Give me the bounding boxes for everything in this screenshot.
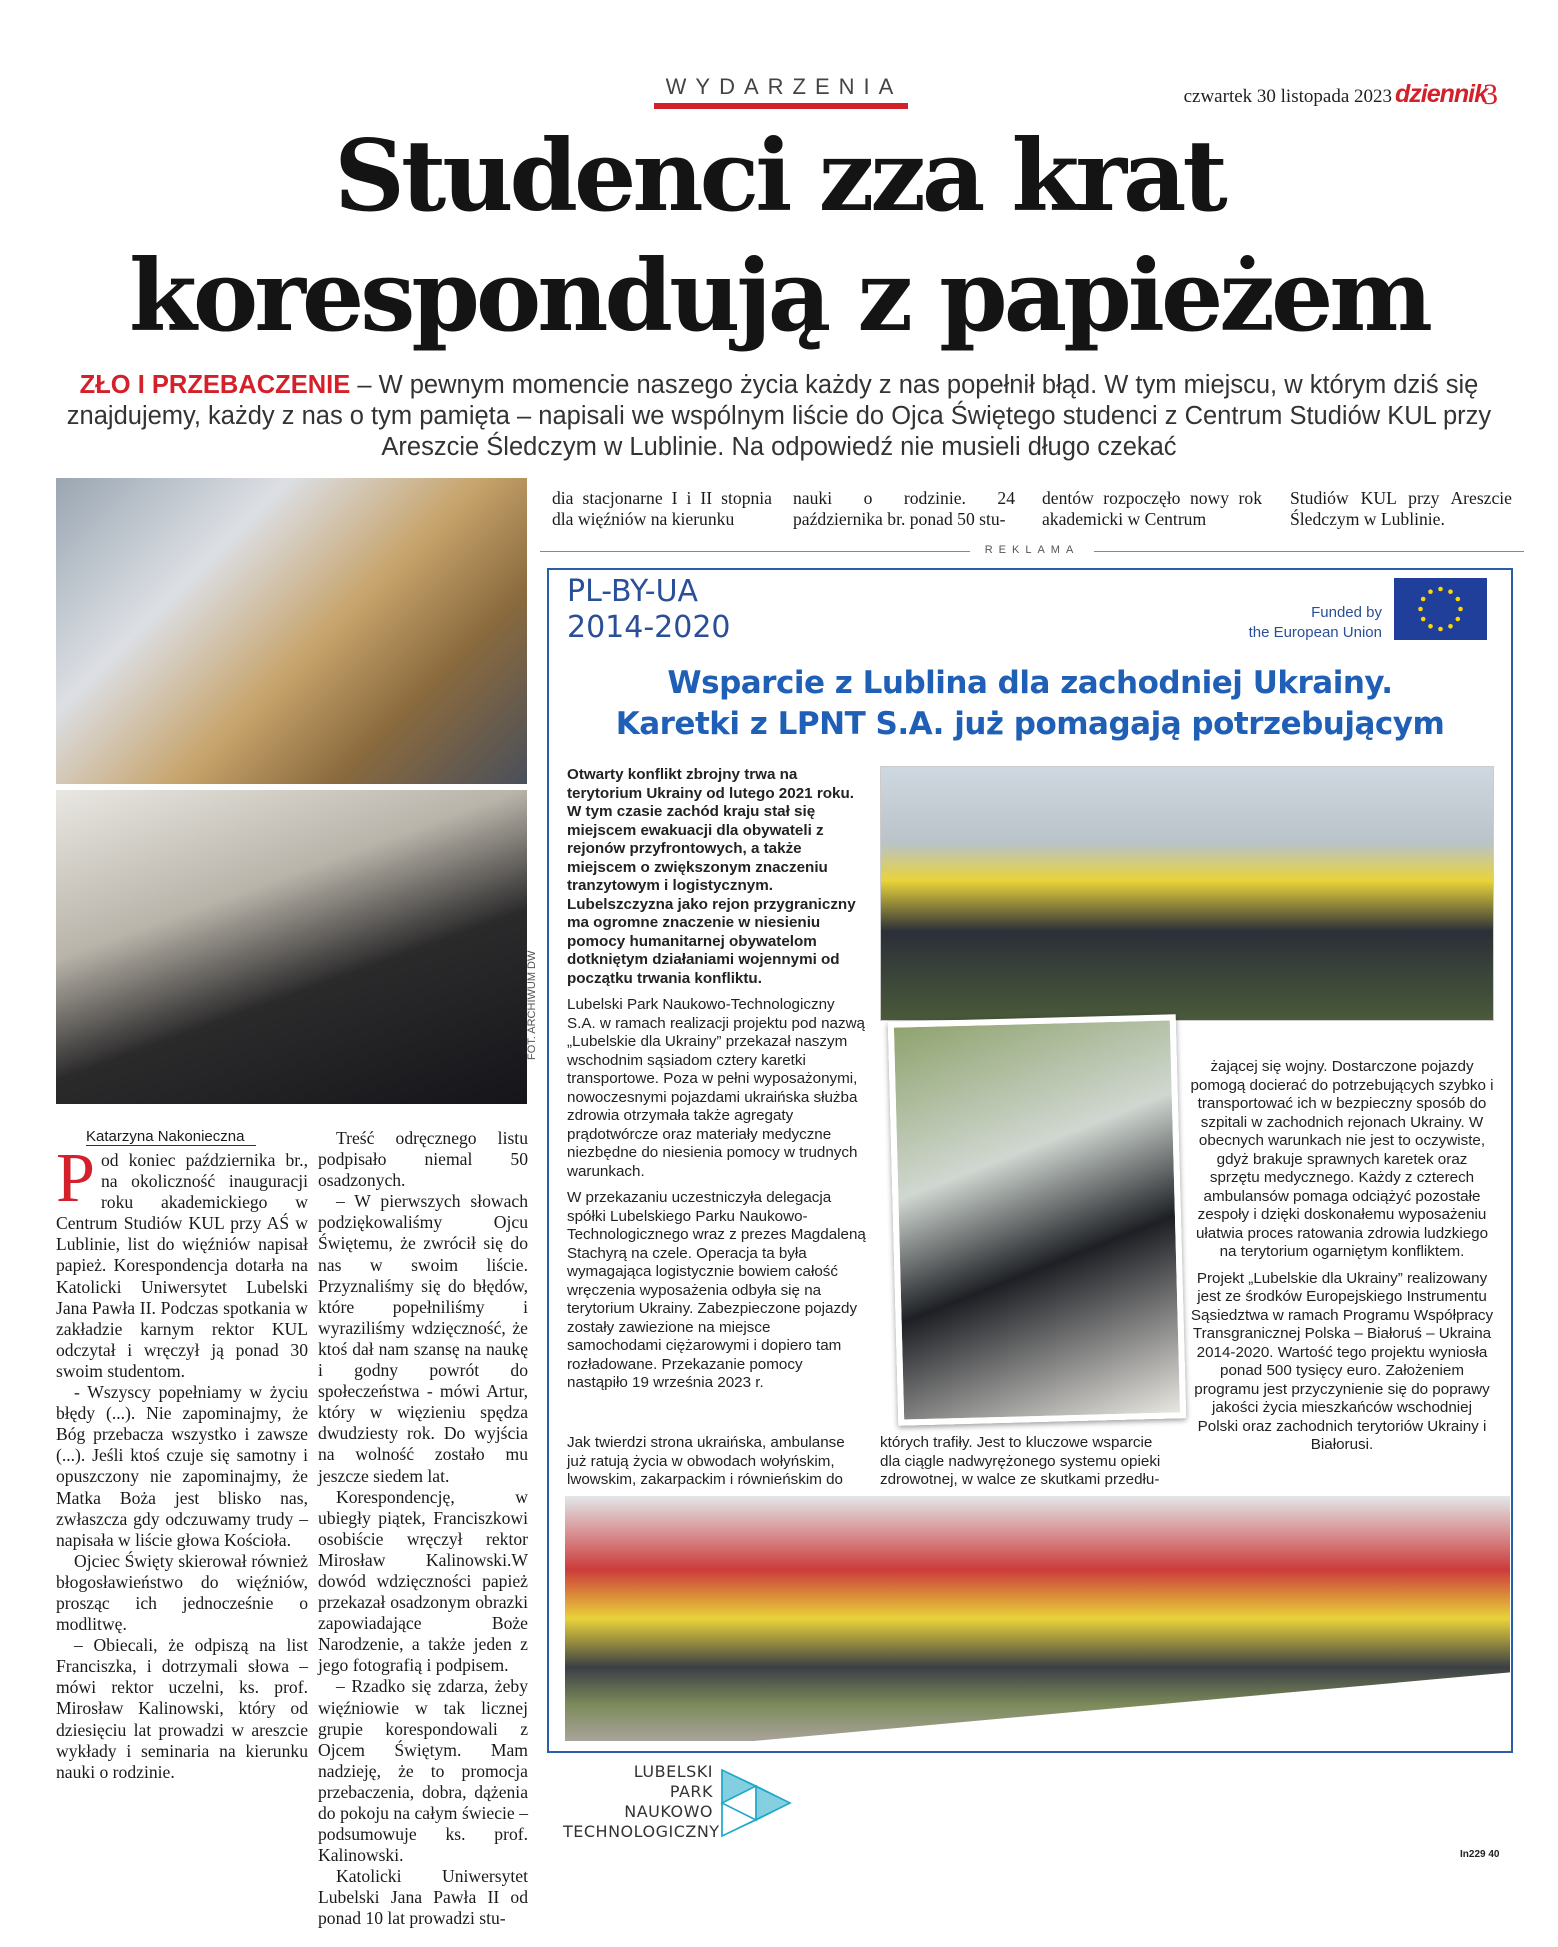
- logo-line: PARK: [669, 1782, 713, 1801]
- ad-column-1: [567, 766, 867, 1401]
- funded-by-text: [1205, 603, 1382, 643]
- ad-paragraph: Lubelski Park Naukowo-Technologiczny S.A. w ramach realizacji projektu pod nazwą „Lubelskie dla Ukrainy” przekazał naszym wschodnim sąsiadom cztery karetki transportowe. Poza w pełni wyposażonymi, nowoczesnymi pojazdami ukraińska służba zdrowia otrzymała także agregaty prądotwórcze oraz materiały medyczne niezbędne do niesienia pomocy w trudnych warunkach.: [567, 996, 865, 1180]
- ad-footer-column-2: których trafiły. Jest to kluczowe wsparcie dla ciągle nadwyrężonego systemu opieki zdrowotnej, w walce ze skutkami przedłu-: [880, 1434, 1161, 1488]
- paragraph: Korespondencję, w ubiegły piątek, Franciszkowi osobiście wręczył rektor Mirosław Kalinowski.W dowód wdzięczności papież przekazał osadzonym obrazki zapowiadające Boże Narodzenie, a także jeden z jego fotografią i podpisem.: [318, 1486, 528, 1676]
- ad-label-rule-right: [1094, 551, 1524, 552]
- logo-line: TECHNOLOGICZNY: [563, 1822, 720, 1841]
- photo-students-caps: [56, 478, 527, 784]
- newspaper-logo[interactable]: dziennik: [1395, 80, 1488, 108]
- photo-pope-letter-meeting: [56, 790, 527, 1104]
- continuation-column-1: dia stacjonarne I i II stopnia dla więźniów na kierunku: [552, 488, 772, 529]
- article-lead: [60, 370, 1498, 463]
- continuation-column-2: nauki o rodzinie. 24 października br. ponad 50 stu-: [793, 488, 1015, 529]
- lead-kicker: ZŁO I PRZEBACZENIE: [79, 371, 351, 399]
- paragraph: – Obiecali, że odpiszą na list Franciszka, i dotrzymali słowa – mówi rektor uczelni, ks. prof. Mirosław Kalinowski, który od dziesięciu lat prowadzi w areszcie wykłady i seminaria na kierunku nauki o rodzinie.: [56, 1635, 308, 1782]
- ad-code: In229 40: [1460, 1849, 1500, 1860]
- photo-signing-documents: [888, 1014, 1186, 1425]
- section-underline: [654, 103, 908, 109]
- paragraph: - Wszyscy popełniamy w życiu błędy (...). Nie zapominajmy, że Bóg przebacza wszystko i zawsze (...). Jeśli ktoś czuje się samotny i opuszczony nie zapominajmy, że Matka Boża jest blisko nas, zwłaszcza gdy odczuwamy trudy – napisała w liście głowa Kościoła.: [56, 1382, 308, 1550]
- logo-line: NAUKOWO: [624, 1802, 713, 1821]
- ad-label-rule-left: [540, 551, 970, 552]
- paragraph: Treść odręcznego listu podpisało niemal 50 osadzonych.: [318, 1128, 528, 1191]
- headline-line-2: korespondują z papieżem: [128, 239, 1429, 354]
- logo-line: LUBELSKI: [633, 1762, 713, 1781]
- ad-paragraph: W przekazaniu uczestniczyła delegacja spółki Lubelskiego Parku Naukowo-Technologicznego wraz z prezes Magdaleną Stachyrą na czele. Operacja ta była wymagająca logistycznie bowiem całość wręczenia wyposażenia odbyła się na terytorium Ukrainy. Zabezpieczone pojazdy zostały zawiezione na miejsce samochodami ciężarowymi i dopiero tam rozładowane. Przekazanie pomocy nastąpiło 19 września 2023 r.: [567, 1189, 866, 1391]
- ad-label: [540, 544, 1524, 558]
- dropcap: P: [56, 1140, 95, 1217]
- program-name: [567, 574, 731, 646]
- ad-label-text: REKLAMA: [970, 544, 1094, 556]
- ad-paragraph: Projekt „Lubelskie dla Ukrainy” realizowany jest ze środków Europejskiego Instrumentu Sąsiedztwa w ramach Programu Współpracy Transgranicznej Polska – Białoruś – Ukraina 2014-2020. Wartość tego projektu wyniosła ponad 500 tysięcy euro. Założeniem programu jest przyczynienie się do poprawy jakości życia mieszkańców wschodniej Polski oraz zachodnich terytoriów Ukrainy i Białorusi.: [1190, 1269, 1494, 1453]
- article-column-a: [56, 1140, 308, 1783]
- paragraph-text: od koniec października br., na okoliczność inauguracji roku akademickiego w Centrum Studiów KUL przy AŚ w Lublinie, list do więźniów napisał papież. Korespondencja dotarła na Katolicki Uniwersytet Lubelski Jana Pawła II. Podczas spotkania w zakładzie karnym rektor KUL odczytał i wręczył ją ponad 30 swoim studentom.: [56, 1150, 308, 1381]
- ad-footer-column-1: Jak twierdzi strona ukraińska, ambulanse już ratują życia w obwodach wołyńskim, lwowskim, zakarpackim i równieńskim do: [567, 1434, 845, 1488]
- program-line-2: 2014-2020: [567, 610, 731, 645]
- headline-line-1: Studenci zza krat: [334, 119, 1224, 234]
- ad-paragraph: żającej się wojny. Dostarczone pojazdy pomogą docierać do potrzebujących szybko i transportować ich w bezpieczny sposób do szpitali w zachodnich rejonach Ukrainy. W obecnych warunkach nie jest to oczywiste, gdyż brakuje sprawnych karetek oraz sprzętu medycznego. Każdy z czterech ambulansów pomaga odciążyć pozostałe zespoły i dzięki doskonałemu wyposażeniu ułatwia proces ratowania zdrowia ludzkiego na terytorium ogarniętym konfliktem.: [1190, 1058, 1494, 1260]
- continuation-column-3: dentów rozpoczęło nowy rok akademicki w Centrum: [1042, 488, 1262, 529]
- ad-headline-line-2: Karetki z LPNT S.A. już pomagają potrzebującym: [615, 706, 1445, 742]
- paragraph: Katolicki Uniwersytet Lubelski Jana Pawła II od ponad 10 lat prowadzi stu-: [318, 1866, 528, 1929]
- paragraph: Ojciec Święty skierował również błogosławieństwo do więźniów, prosząc ich jednocześnie o modlitwę.: [56, 1550, 308, 1635]
- paragraph: – W pierwszych słowach podziękowaliśmy Ojcu Świętemu, że zwrócił się do nas w swoim liście. Przyznaliśmy się do błędów, które popełniliśmy i wyraziliśmy wdzięczność, że ktoś dał nam szansę na naukę i godny powrót do społeczeństwa - mówi Artur, który w więzieniu spędza dwudziesty rok. Do wyjścia na wolność zostało mu jeszcze siedem lat.: [318, 1191, 528, 1486]
- paragraph: [56, 1140, 308, 1382]
- ad-headline-line-1: Wsparcie z Lublina dla zachodniej Ukrainy.: [667, 665, 1393, 701]
- ad-intro: Otwarty konflikt zbrojny trwa na terytorium Ukrainy od lutego 2021 roku. W tym czasie zachód kraju stał się miejscem ewakuacji dla obywateli z rejonów przyfrontowych, a także miejscem o zwiększonym znaczeniu tranzytowym i logistycznym. Lubelszczyzna jako rejon przygraniczny ma ogromne znaczenie w niesieniu pomocy humanitarnej obywatelom dotkniętym działaniami wojennymi od początku trwania konfliktu.: [567, 766, 856, 987]
- issue-date: czwartek 30 listopada 2023: [1183, 86, 1392, 107]
- funded-line-1: Funded by: [1311, 604, 1382, 621]
- continuation-column-4: Studiów KUL przy Areszcie Śledczym w Lublinie.: [1290, 488, 1512, 529]
- article-column-b: [318, 1128, 528, 1930]
- byline: Katarzyna Nakonieczna: [86, 1128, 256, 1146]
- lpnt-logo-icon: [720, 1768, 792, 1838]
- photo-ambulances-group: [880, 766, 1494, 1021]
- program-line-1: PL-BY-UA: [567, 574, 699, 609]
- ad-column-3: [1190, 1058, 1494, 1463]
- funded-line-2: the European Union: [1248, 624, 1382, 641]
- ad-headline: [560, 663, 1500, 745]
- paragraph: – Rzadko się zdarza, żeby więźniowie w tak licznej grupie korespondowali z Ojcem Świętym. Mam nadzieję, że to promocja przebaczenia, dobra, dążenia do pokoju na całym świecie – podsumowuje ks. prof. Kalinowski.: [318, 1676, 528, 1866]
- lpnt-logo-text: [563, 1762, 720, 1842]
- lead-text: – W pewnym momencie naszego życia każdy z nas popełnił błąd. W tym miejscu, w którym dziś się znajdujemy, każdy z nas o tym pamięta – napisali we wspólnym liście do Ojca Świętego studenci z Centrum Studiów KUL przy Areszcie Śledczym w Lublinie. Na odpowiedź nie musieli długo czekać: [66, 371, 1492, 461]
- photo-credit: FOT. ARCHIWUM DW: [526, 950, 538, 1060]
- section-label: WYDARZENIA: [665, 74, 903, 99]
- page-number: 3: [1483, 78, 1498, 111]
- eu-flag-icon: [1394, 578, 1487, 640]
